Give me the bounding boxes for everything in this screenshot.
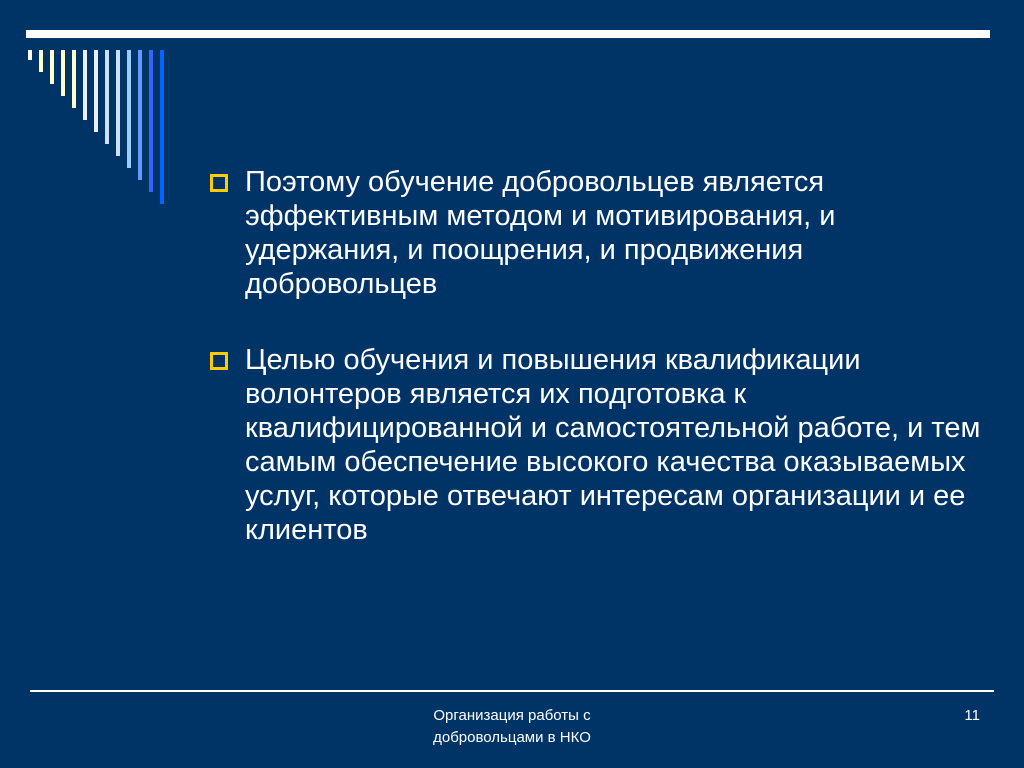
- footer-caption: [380, 705, 644, 749]
- slide-number: 11: [964, 707, 980, 724]
- stripe: [50, 50, 54, 84]
- bullet-item: [208, 165, 988, 301]
- stripe: [116, 50, 120, 156]
- footer-line: Организация работы с: [433, 707, 591, 724]
- hollow-square-icon: [210, 174, 228, 192]
- stripe: [72, 50, 76, 108]
- stripe: [61, 50, 65, 96]
- hollow-square-icon: [210, 352, 228, 370]
- stripe: [94, 50, 98, 132]
- slide-body: [208, 165, 988, 547]
- bullet-text: Целью обучения и повышения квалификации волонтеров является их подготовка к квалифицированной и самостоятельной работе, и тем самым обеспечение высокого качества оказываемых услуг, которые отвечают интересам организации и ее клиентов: [245, 344, 981, 546]
- stripe: [138, 50, 142, 180]
- stripe: [28, 50, 32, 60]
- stripe: [105, 50, 109, 144]
- stripe: [149, 50, 153, 192]
- bullet-item: [208, 343, 988, 547]
- stripe: [160, 50, 164, 204]
- decorative-stripes: [0, 0, 200, 220]
- stripe: [127, 50, 131, 168]
- stripe: [83, 50, 87, 120]
- bottom-divider: [30, 690, 994, 692]
- bullet-text: Поэтому обучение добровольцев является эффективным методом и мотивирования, и удержания, и поощрения, и продвижения добровольцев: [245, 166, 836, 300]
- footer-line: добровольцами в НКО: [433, 729, 591, 746]
- stripe: [39, 50, 43, 72]
